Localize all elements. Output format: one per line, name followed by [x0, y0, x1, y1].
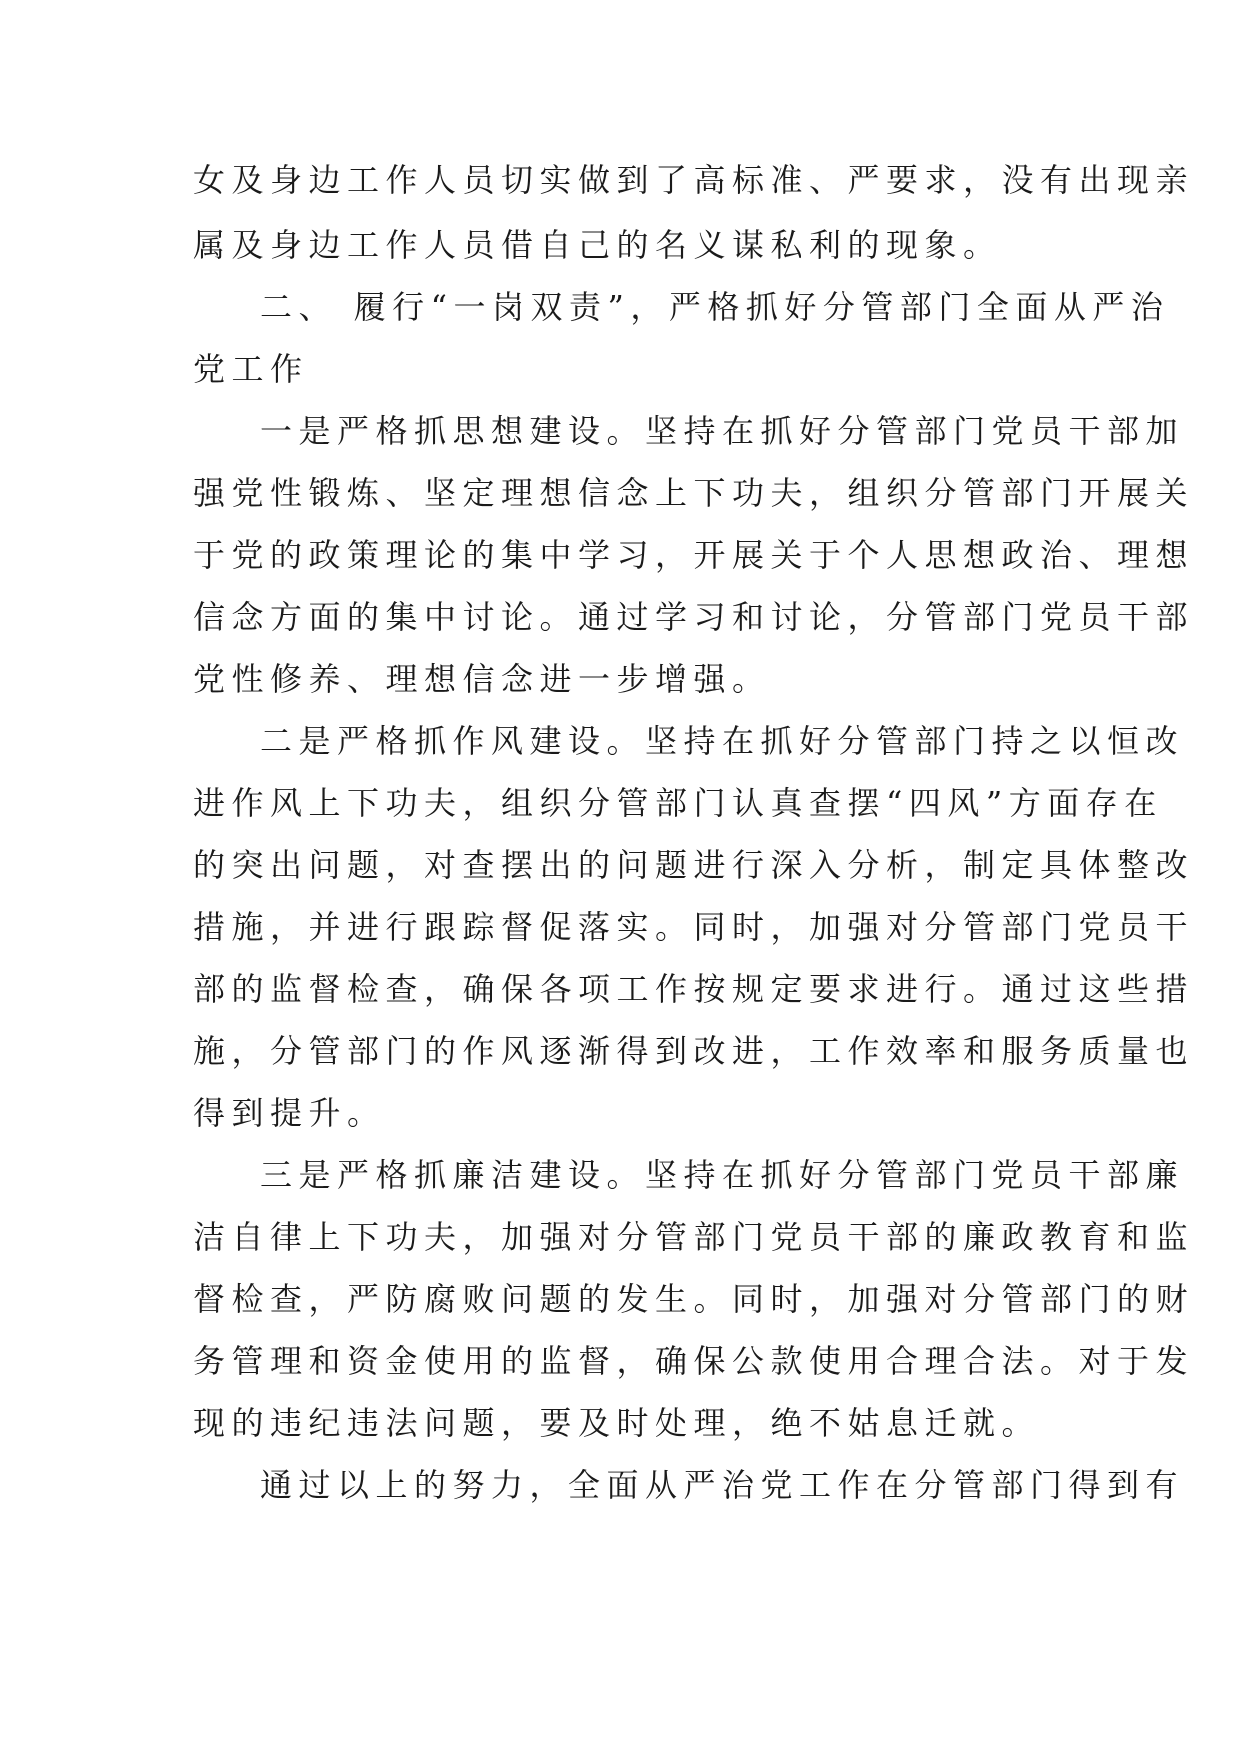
paragraph-line: 得到提升。: [193, 1094, 386, 1132]
paragraph-line: 洁自律上下功夫，加强对分管部门党员干部的廉政教育和监: [193, 1218, 1195, 1256]
paragraph-line: 二是严格抓作风建设。坚持在抓好分管部门持之以恒改: [260, 722, 1185, 760]
paragraph-line: 通过以上的努力，全面从严治党工作在分管部门得到有: [260, 1466, 1185, 1504]
paragraph-line: 于党的政策理论的集中学习，开展关于个人思想政治、理想: [193, 536, 1195, 574]
text-line: 女及身边工作人员切实做到了高标准、严要求，没有出现亲: [193, 161, 1195, 199]
paragraph-line: 一是严格抓思想建设。坚持在抓好分管部门党员干部加: [260, 412, 1185, 450]
paragraph-line: 现的违纪违法问题，要及时处理，绝不姑息迁就。: [193, 1404, 1041, 1442]
paragraph-line: 督检查，严防腐败问题的发生。同时，加强对分管部门的财: [193, 1280, 1195, 1318]
paragraph-line: 施，分管部门的作风逐渐得到改进，工作效率和服务质量也: [193, 1032, 1195, 1070]
paragraph-line: 三是严格抓廉洁建设。坚持在抓好分管部门党员干部廉: [260, 1156, 1185, 1194]
paragraph-line: 进作风上下功夫，组织分管部门认真查摆“四风”方面存在: [193, 784, 1163, 822]
text-line: 属及身边工作人员借自己的名义谋私利的现象。: [193, 226, 1002, 264]
paragraph-line: 务管理和资金使用的监督，确保公款使用合理合法。对于发: [193, 1342, 1195, 1380]
paragraph-line: 的突出问题，对查摆出的问题进行深入分析，制定具体整改: [193, 846, 1195, 884]
paragraph-line: 部的监督检查，确保各项工作按规定要求进行。通过这些措: [193, 970, 1195, 1008]
paragraph-line: 措施，并进行跟踪督促落实。同时，加强对分管部门党员干: [193, 908, 1195, 946]
section-heading-continuation: 党工作: [193, 350, 309, 388]
paragraph-line: 信念方面的集中讨论。通过学习和讨论，分管部门党员干部: [193, 598, 1195, 636]
paragraph-line: 党性修养、理想信念进一步增强。: [193, 660, 771, 698]
paragraph-line: 强党性锻炼、坚定理想信念上下功夫，组织分管部门开展关: [193, 474, 1195, 512]
section-heading: 二、 履行“一岗双责”，严格抓好分管部门全面从严治: [260, 288, 1170, 326]
